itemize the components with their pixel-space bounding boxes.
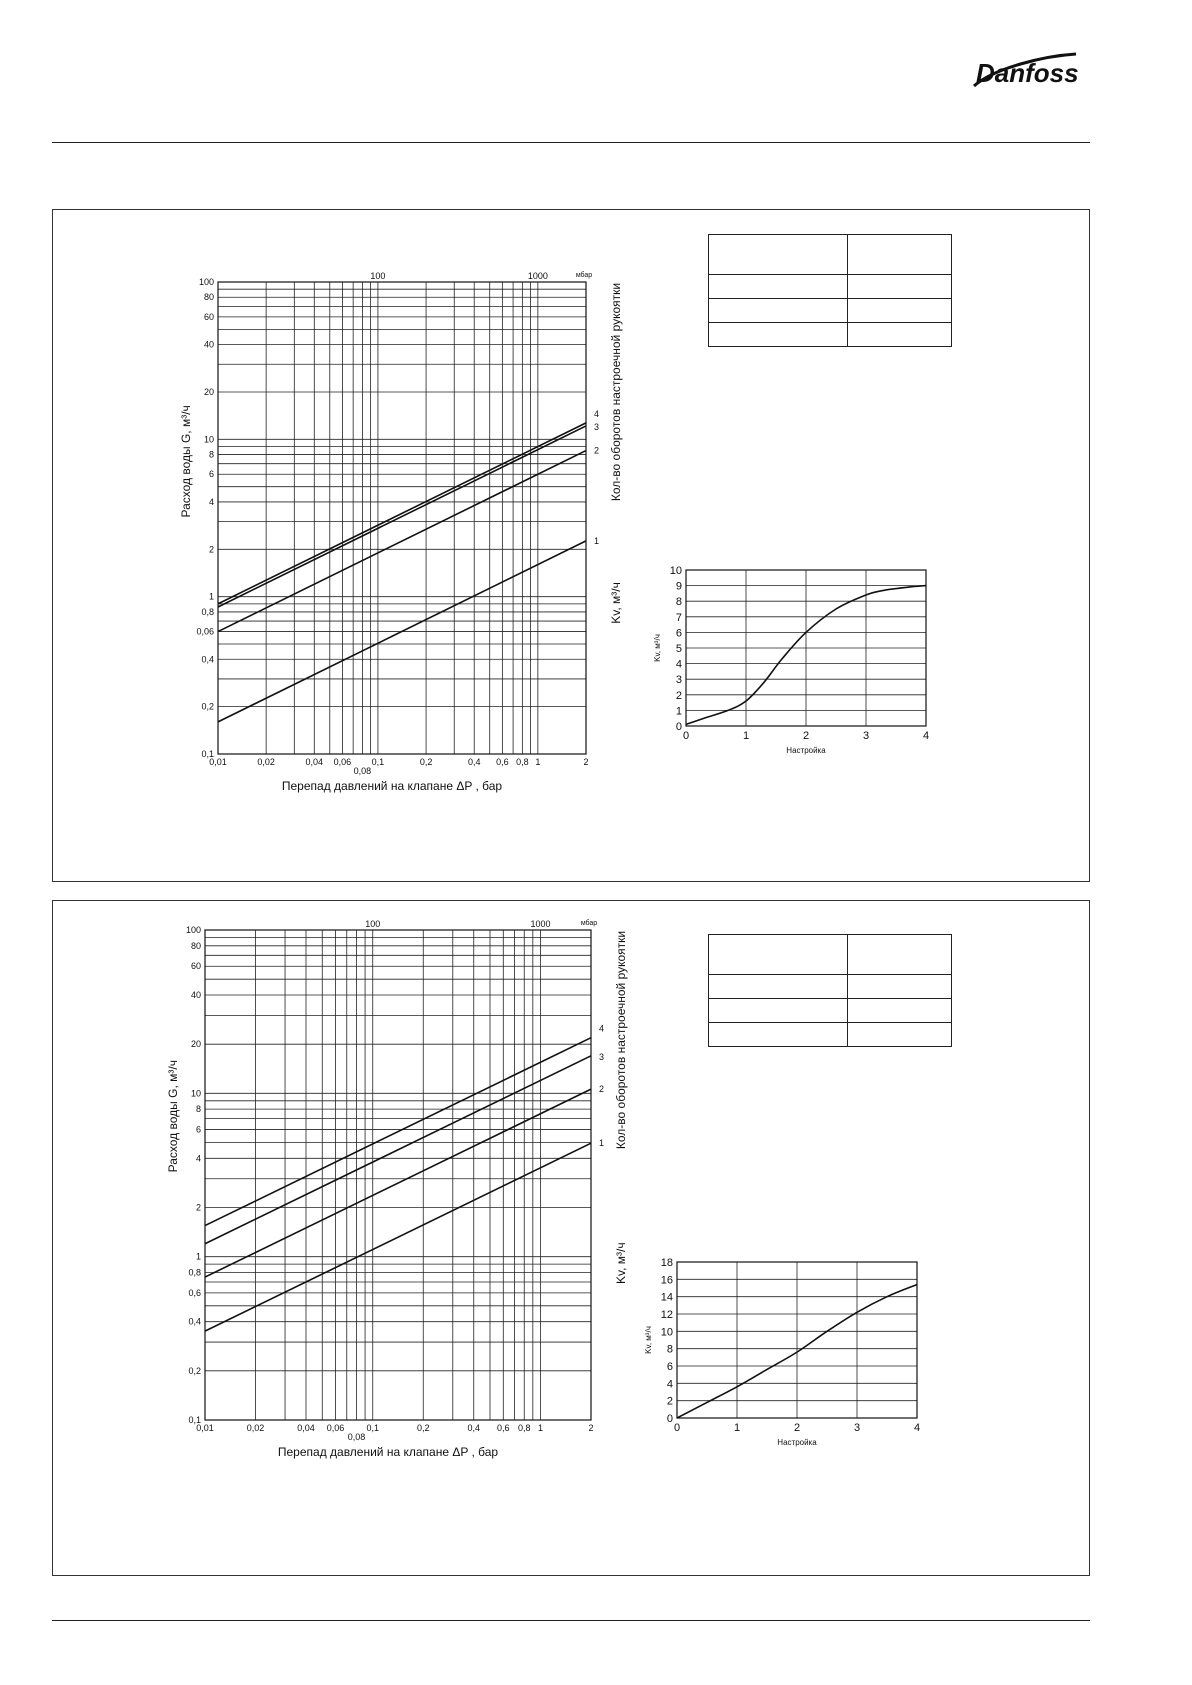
y-tick-label: 20	[203, 386, 214, 397]
x-tick-label: 0,08	[353, 766, 372, 776]
kv-x-label: Настройка	[777, 1438, 817, 1447]
x-tick-label: 0,04	[297, 1423, 315, 1433]
top-tick-label: 100	[370, 271, 386, 281]
flow-chart-1	[150, 268, 650, 828]
settings-table-1	[708, 234, 952, 347]
series-label-4: 4	[599, 1023, 605, 1034]
kv-y-label: Kv, м³/ч	[644, 1326, 653, 1354]
x-tick-label: 0,8	[516, 757, 529, 767]
y-tick-label: 0,4	[201, 654, 214, 665]
kv-y-tick: 10	[669, 565, 682, 577]
y-axis-label: Расход воды G, м³/ч	[179, 405, 193, 518]
kv-x-tick: 1	[742, 730, 750, 742]
x-tick-label: 0,6	[496, 757, 509, 767]
y-tick-label: 80	[203, 292, 214, 303]
y-tick-label: 60	[203, 311, 214, 322]
x-tick-label: 0,01	[209, 757, 227, 767]
kv-x-tick: 0	[673, 1422, 681, 1434]
x-tick-label: 0,01	[196, 1423, 214, 1433]
kv-y-tick: 16	[660, 1274, 673, 1287]
kv-y-tick: 3	[675, 674, 682, 687]
y-tick-label: 0,6	[188, 1287, 201, 1298]
x-tick-label: 0,2	[419, 757, 433, 767]
top-unit-label: мбар	[580, 920, 598, 927]
x-tick-label: 2	[583, 757, 589, 767]
x-tick-label: 0,02	[246, 1423, 265, 1433]
right-axis-label: Кол-во оборотов настроечной рукоятки	[609, 282, 623, 502]
y-tick-label: 10	[190, 1088, 201, 1099]
y-tick-label: 100	[185, 925, 201, 935]
series-label-2: 2	[594, 445, 600, 456]
kv-x-tick: 1	[733, 1422, 741, 1434]
top-tick-label: 100	[365, 919, 381, 929]
series-label-3: 3	[594, 421, 600, 432]
right-axis-label: Кол-во оборотов настроечной рукоятки	[614, 930, 628, 1150]
kv-y-tick: 14	[660, 1291, 673, 1304]
top-unit-label: мбар	[575, 272, 593, 279]
kv-y-tick: 5	[675, 643, 682, 655]
y-tick-label: 100	[198, 277, 214, 287]
kv-chart-1	[640, 560, 940, 770]
footer-rule	[52, 1620, 1090, 1621]
x-tick-label: 0,4	[467, 757, 481, 767]
kv-y-tick: 0	[666, 1413, 673, 1425]
y-tick-label: 1	[195, 1251, 201, 1262]
kv-x-tick: 4	[913, 1422, 921, 1434]
kv-y-label: Kv, м³/ч	[653, 634, 662, 662]
kv-x-tick: 0	[682, 730, 690, 742]
x-tick-label: 0,6	[497, 1423, 510, 1433]
svg-text:Danfoss: Danfoss	[976, 58, 1079, 88]
x-tick-label: 1	[537, 1423, 544, 1433]
series-label-1: 1	[594, 535, 600, 546]
x-tick-label: 0,8	[517, 1423, 531, 1433]
kv-x-label: Настройка	[786, 746, 826, 755]
kv-y-tick: 4	[675, 658, 682, 671]
y-tick-label: 1	[208, 591, 214, 602]
x-axis-label: Перепад давлений на клапане ΔP , бар	[281, 779, 503, 793]
top-tick-label: 1000	[527, 271, 548, 281]
kv-x-tick: 3	[853, 1422, 861, 1434]
x-tick-label: 0,4	[467, 1423, 481, 1433]
y-tick-label: 0,1	[201, 749, 214, 759]
kv-y-tick: 8	[675, 596, 682, 609]
y-tick-label: 4	[195, 1153, 201, 1164]
kv-y-tick: 2	[675, 689, 682, 702]
kv-y-tick: 18	[660, 1257, 673, 1269]
x-tick-label: 0,2	[416, 1423, 430, 1433]
flow-chart-2	[150, 908, 660, 1468]
x-tick-label: 0,1	[371, 757, 385, 767]
y-tick-label: 40	[203, 339, 214, 350]
y-axis-label: Расход воды G, м³/ч	[166, 1060, 180, 1173]
x-axis-label: Перепад давлений на клапане ΔP , бар	[277, 1445, 499, 1459]
kv-y-tick: 1	[675, 705, 682, 718]
kv-x-tick: 2	[793, 1422, 801, 1434]
y-tick-label: 60	[190, 961, 201, 972]
series-label-4: 4	[594, 408, 600, 419]
header-rule	[52, 142, 1090, 143]
y-tick-label: 0,2	[201, 701, 214, 712]
x-tick-label: 0,1	[366, 1423, 380, 1433]
kv-y-tick: 4	[666, 1378, 673, 1391]
x-tick-label: 2	[588, 1423, 594, 1433]
y-tick-label: 2	[195, 1202, 201, 1213]
x-tick-label: 0,08	[347, 1432, 366, 1442]
x-tick-label: 0,06	[326, 1423, 345, 1433]
y-tick-label: 0,2	[188, 1365, 201, 1376]
x-tick-label: 0,06	[333, 757, 352, 767]
series-label-3: 3	[599, 1051, 605, 1062]
top-tick-label: 1000	[530, 919, 551, 929]
y-tick-label: 2	[208, 544, 214, 555]
kv-x-tick: 2	[802, 730, 810, 742]
y-tick-label: 0,8	[201, 606, 214, 617]
y-tick-label: 40	[190, 989, 201, 1000]
kv-x-tick: 4	[922, 730, 930, 742]
danfoss-logo	[964, 46, 1084, 94]
y-tick-label: 6	[208, 469, 214, 480]
kv-chart-2	[640, 1250, 940, 1460]
y-tick-label: 10	[203, 434, 214, 445]
x-tick-label: 0,02	[257, 757, 275, 767]
series-label-2: 2	[599, 1084, 605, 1095]
y-tick-label: 8	[208, 449, 214, 460]
kv-y-tick: 6	[675, 627, 682, 640]
y-tick-label: 0,8	[188, 1267, 201, 1278]
y-tick-label: 80	[190, 940, 201, 951]
y-tick-label: 0,4	[188, 1316, 201, 1327]
y-tick-label: 8	[195, 1104, 201, 1115]
y-tick-label: 0,06	[196, 626, 214, 637]
kv-y-tick: 9	[675, 580, 682, 593]
x-tick-label: 0,04	[305, 757, 324, 767]
kv-y-tick: 2	[666, 1395, 673, 1408]
y-tick-label: 6	[195, 1124, 201, 1135]
y-tick-label: 4	[208, 496, 214, 507]
kv-y-tick: 7	[675, 611, 682, 624]
kv-y-tick: 6	[666, 1361, 673, 1373]
series-label-1: 1	[599, 1138, 605, 1149]
y-tick-label: 0,1	[188, 1415, 201, 1425]
y-tick-label: 20	[190, 1039, 201, 1050]
kv-x-tick: 3	[862, 730, 870, 742]
kv-axis-label: Kv, м³/ч	[614, 1242, 628, 1285]
kv-y-tick: 0	[675, 721, 682, 733]
kv-axis-label: Kv, м³/ч	[609, 582, 623, 624]
settings-table-2	[708, 934, 952, 1047]
kv-y-tick: 8	[666, 1343, 673, 1356]
kv-y-tick: 10	[660, 1326, 673, 1339]
x-tick-label: 1	[535, 757, 541, 767]
kv-y-tick: 12	[660, 1309, 673, 1321]
